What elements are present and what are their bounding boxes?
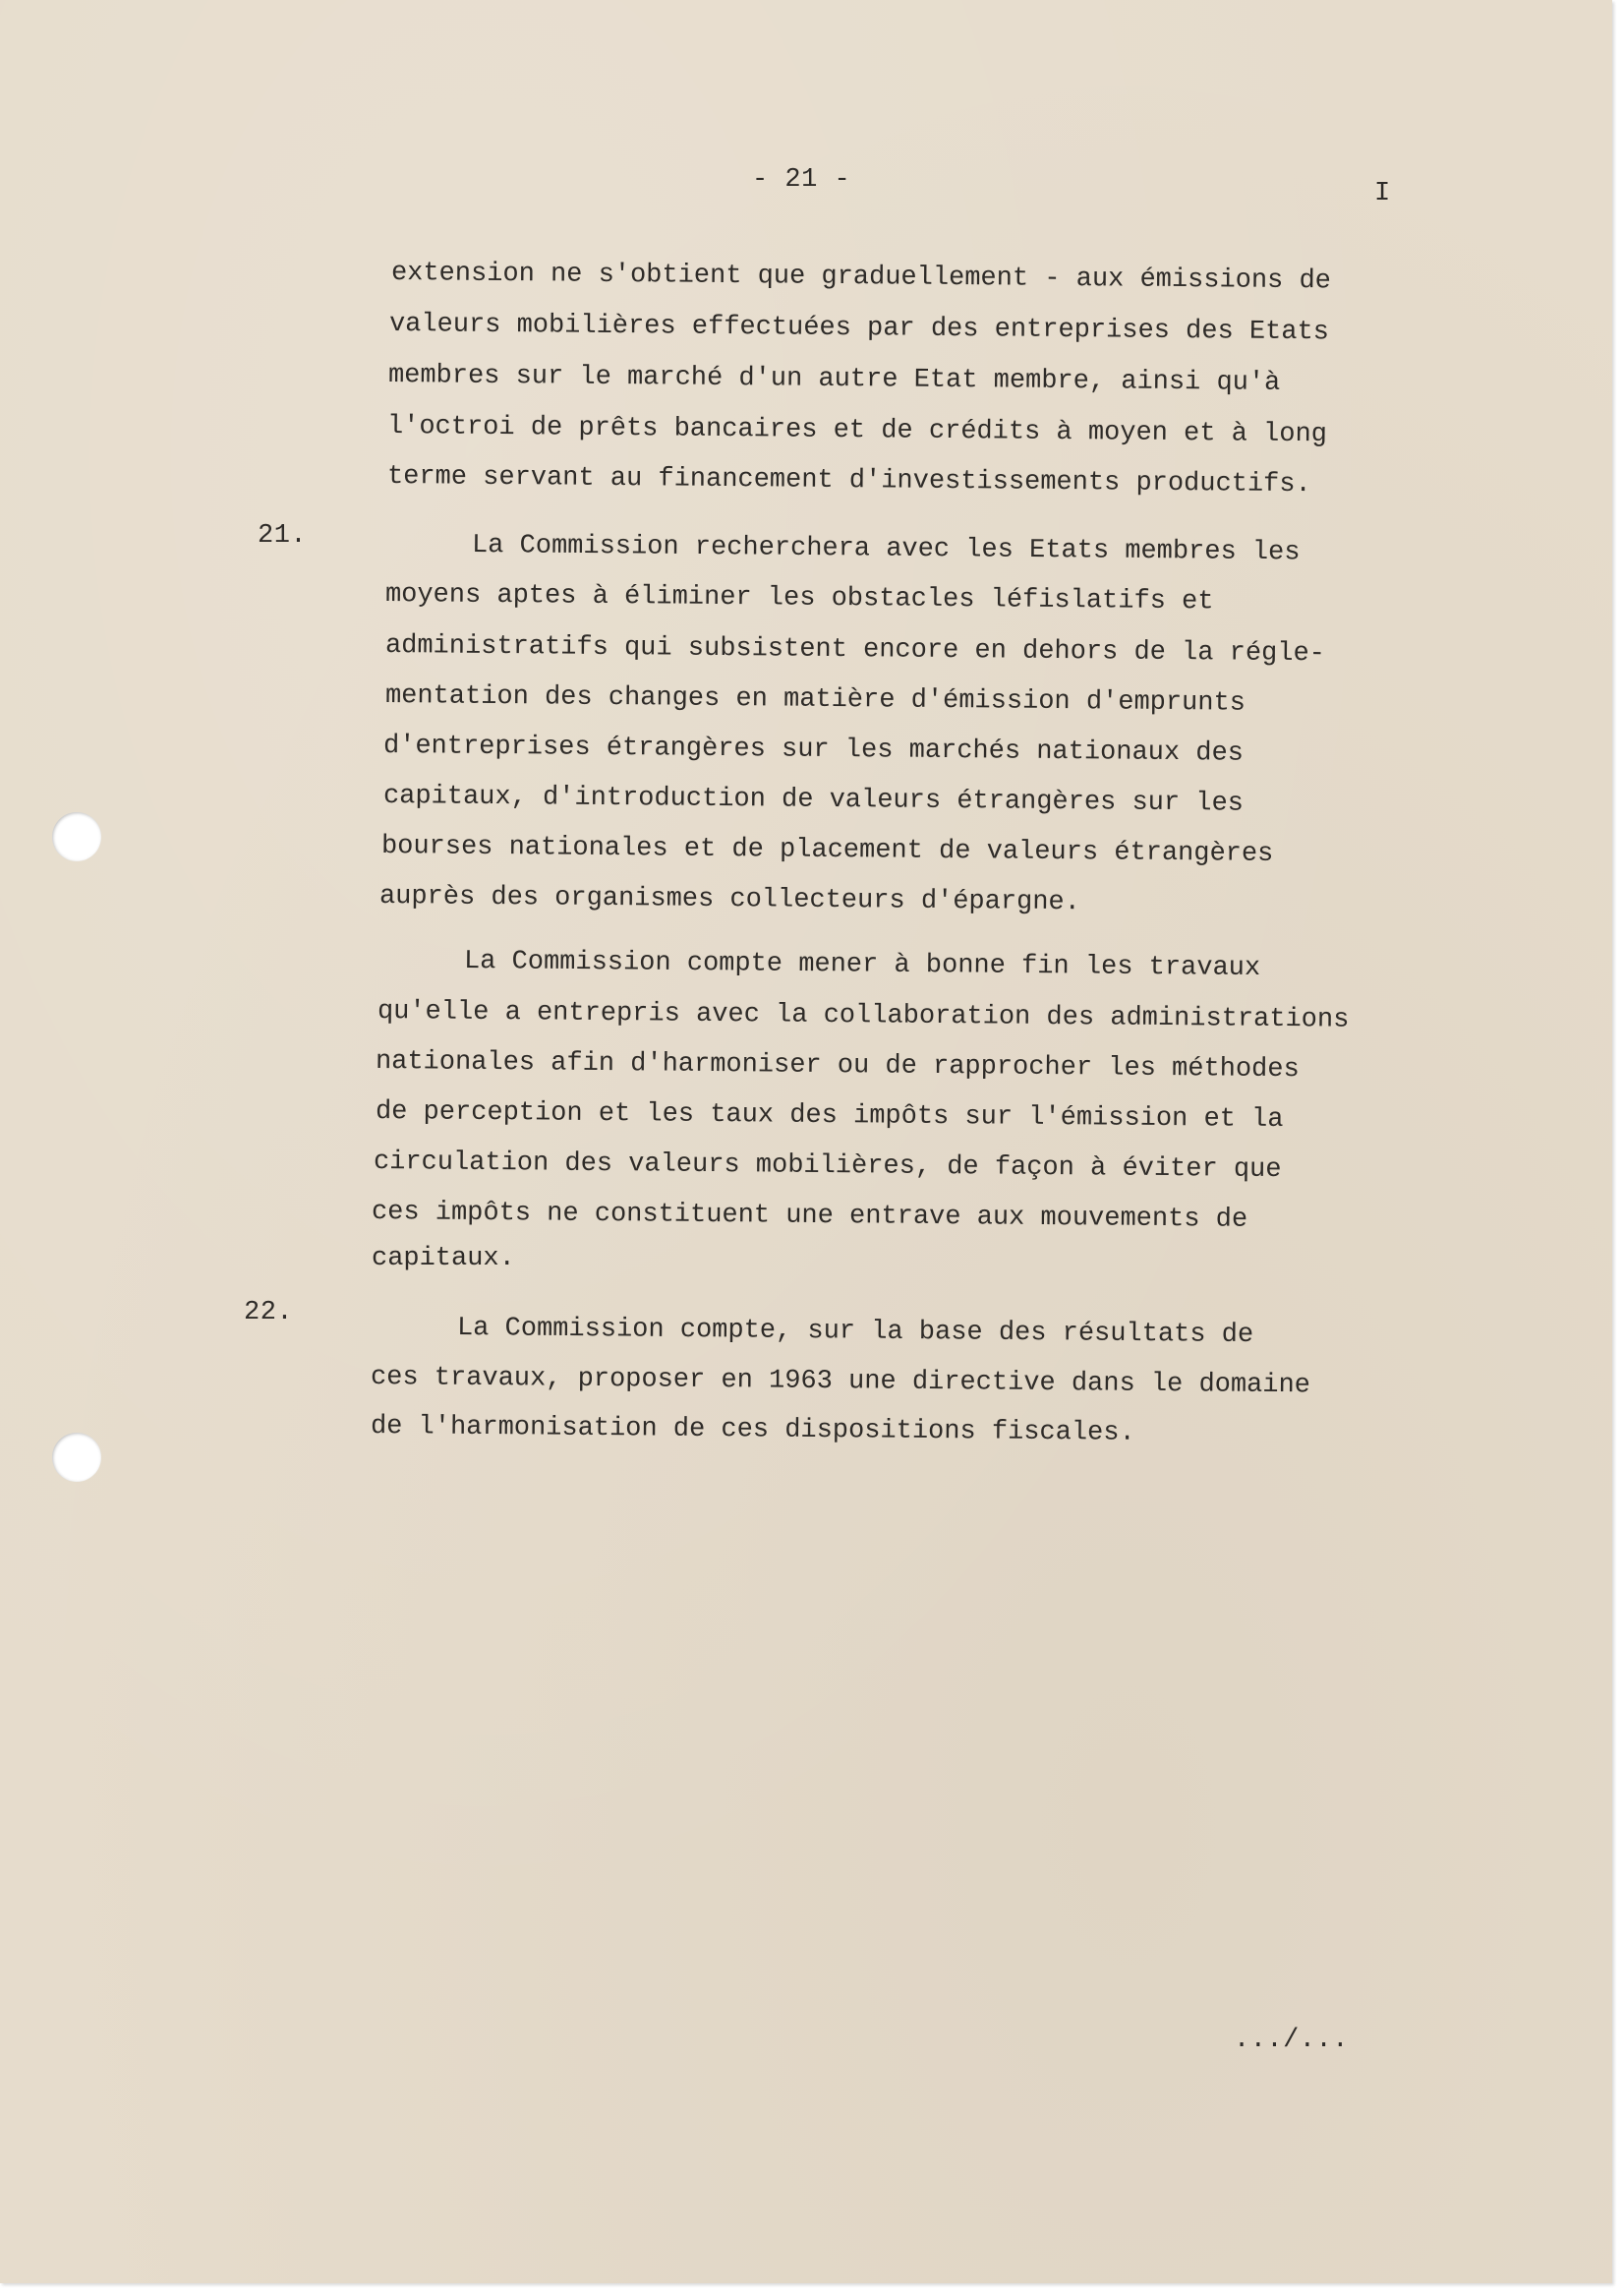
paragraph-number: 22. bbox=[244, 1298, 294, 1327]
paragraph-line: terme servant au financement d'investissements productifs. bbox=[386, 462, 1311, 500]
paragraph-line: nationales afin d'harmoniser ou de rapprocher les méthodes bbox=[375, 1047, 1300, 1086]
continuation-mark: .../... bbox=[1234, 2026, 1349, 2055]
paragraph-line: La Commission compte, sur la base des résultats de bbox=[456, 1314, 1254, 1351]
section-mark: I bbox=[1374, 179, 1391, 208]
paragraph-line: mentation des changes en matière d'émission d'emprunts bbox=[384, 681, 1246, 719]
paragraph-line: bourses nationales et de placement de valeurs étrangères bbox=[380, 832, 1274, 869]
punch-hole-bottom bbox=[52, 1433, 101, 1482]
paragraph-line: auprès des organismes collecteurs d'épargne. bbox=[378, 882, 1081, 918]
paragraph-line: de l'harmonisation de ces dispositions fiscales. bbox=[370, 1412, 1135, 1448]
paragraph-line: administratifs qui subsistent encore en dehors de la régle- bbox=[384, 631, 1326, 670]
paragraph-line: ces impôts ne constituent une entrave aux mouvements de bbox=[371, 1198, 1248, 1235]
paragraph-line: La Commission compte mener à bonne fin les travaux bbox=[463, 947, 1261, 984]
paragraph-number: 21. bbox=[258, 521, 308, 551]
paragraph-line: La Commission recherchera avec les Etats membres les bbox=[471, 531, 1301, 568]
paragraph-line: ces travaux, proposer en 1963 une directive dans le domaine bbox=[370, 1363, 1311, 1401]
paragraph-line: circulation des valeurs mobilières, de façon à éviter que bbox=[373, 1148, 1282, 1186]
paragraph-line: qu'elle a entrepris avec la collaboration des administrations bbox=[377, 997, 1350, 1035]
paragraph-line: extension ne s'obtient que graduellement - aux émissions de bbox=[390, 259, 1332, 297]
paragraph-line: membres sur le marché d'un autre Etat membre, ainsi qu'à bbox=[387, 361, 1281, 398]
paragraph-line: l'octroi de prêts bancaires et de crédits à moyen et à long bbox=[386, 412, 1328, 450]
page-number: - 21 - bbox=[752, 165, 851, 195]
paragraph-line: moyens aptes à éliminer les obstacles léfislatifs et bbox=[384, 580, 1214, 618]
paragraph-line: valeurs mobilières effectuées par des entreprises des Etats bbox=[388, 310, 1330, 348]
paragraph-line: de perception et les taux des impôts sur l'émission et la bbox=[375, 1097, 1284, 1136]
paragraph-line: capitaux. bbox=[372, 1244, 515, 1273]
punch-hole-top bbox=[52, 812, 101, 861]
paragraph-line: capitaux, d'introduction de valeurs étrangères sur les bbox=[382, 782, 1245, 819]
paragraph-line: d'entreprises étrangères sur les marchés nationaux des bbox=[382, 732, 1245, 769]
